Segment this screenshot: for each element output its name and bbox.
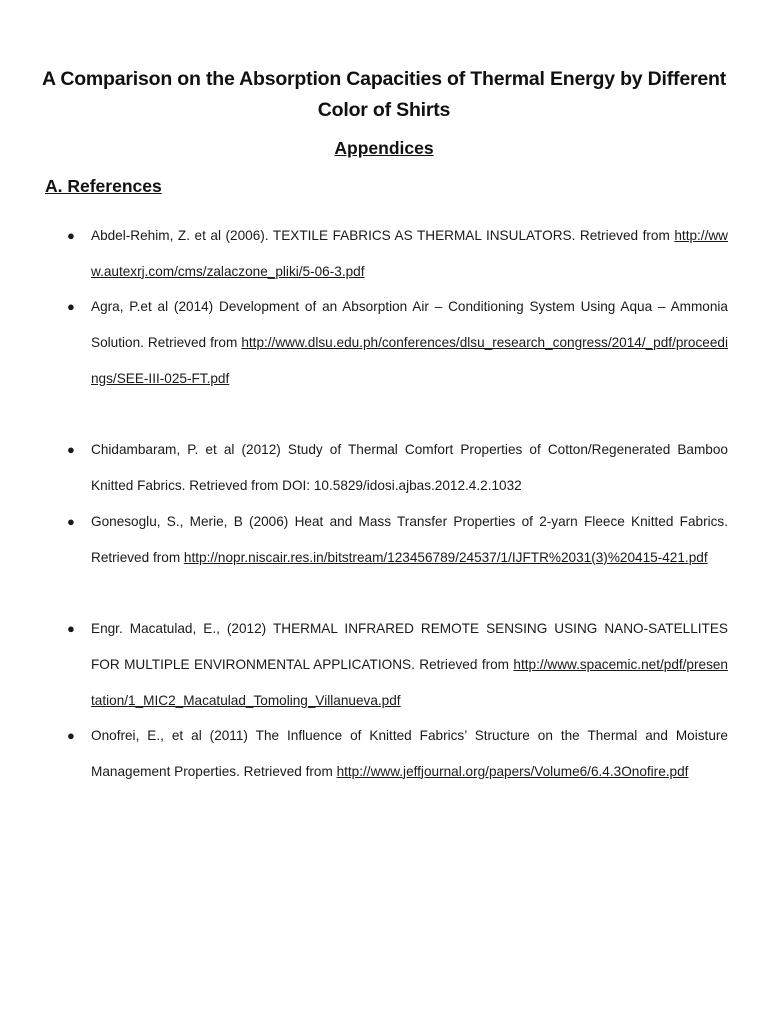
reference-link[interactable]: http://www.dlsu.edu.ph/conferences/dlsu_research_congress/2014/_pdf/proceedings/SEE-III-025-FT.pdf: [91, 334, 728, 386]
bullet-icon: ●: [67, 728, 75, 743]
reference-item: [67, 718, 728, 790]
references-heading: A. References: [45, 176, 162, 196]
appendices-heading: Appendices: [334, 138, 434, 158]
reference-item: [67, 432, 728, 504]
reference-item: [67, 611, 728, 718]
reference-item: [67, 289, 728, 396]
bullet-icon: ●: [67, 442, 75, 457]
reference-text: Engr. Macatulad, E., (2012) THERMAL INFRARED REMOTE SENSING USING NANO-SATELLITES FOR MULTIPLE ENVIRONMENTAL APPLICATIONS. Retrieved from: [91, 621, 728, 672]
reference-link[interactable]: http://www.spacemic.net/pdf/presentation/1_MIC2_Macatulad_Tomoling_Villanueva.pdf: [91, 656, 728, 708]
bullet-icon: ●: [67, 514, 75, 529]
bullet-icon: ●: [67, 228, 75, 243]
reference-item: [67, 218, 728, 290]
reference-link[interactable]: http://www.jeffjournal.org/papers/Volume6/6.4.3Onofire.pdf: [336, 763, 689, 779]
reference-text: Chidambaram, P. et al (2012) Study of Thermal Comfort Properties of Cotton/Regenerated Bamboo Knitted Fabrics. Retrieved from DOI: 10.5829/idosi.ajbas.2012.4.2.1032: [91, 442, 728, 493]
bullet-icon: ●: [67, 621, 75, 636]
reference-text: Agra, P.et al (2014) Development of an Absorption Air – Conditioning System Using Aqua – Ammonia Solution. Retrieved from: [91, 299, 728, 350]
reference-link[interactable]: http://nopr.niscair.res.in/bitstream/123456789/24537/1/IJFTR%2031(3)%20415-421.pdf: [183, 549, 708, 565]
reference-link[interactable]: http://www.autexrj.com/cms/zalaczone_pliki/5-06-3.pdf: [91, 228, 728, 279]
reference-item: [67, 504, 728, 576]
document-title: A Comparison on the Absorption Capacities of Thermal Energy by Different Color of Shirts: [41, 68, 727, 121]
bullet-icon: ●: [67, 299, 75, 314]
reference-text: Onofrei, E., et al (2011) The Influence of Knitted Fabrics’ Structure on the Thermal and Moisture Management Properties. Retrieved from: [91, 728, 728, 779]
reference-text: Gonesoglu, S., Merie, B (2006) Heat and Mass Transfer Properties of 2-yarn Fleece Knitted Fabrics. Retrieved from: [91, 514, 728, 565]
reference-text: Abdel-Rehim, Z. et al (2006). TEXTILE FABRICS AS THERMAL INSULATORS. Retrieved from: [91, 228, 675, 243]
